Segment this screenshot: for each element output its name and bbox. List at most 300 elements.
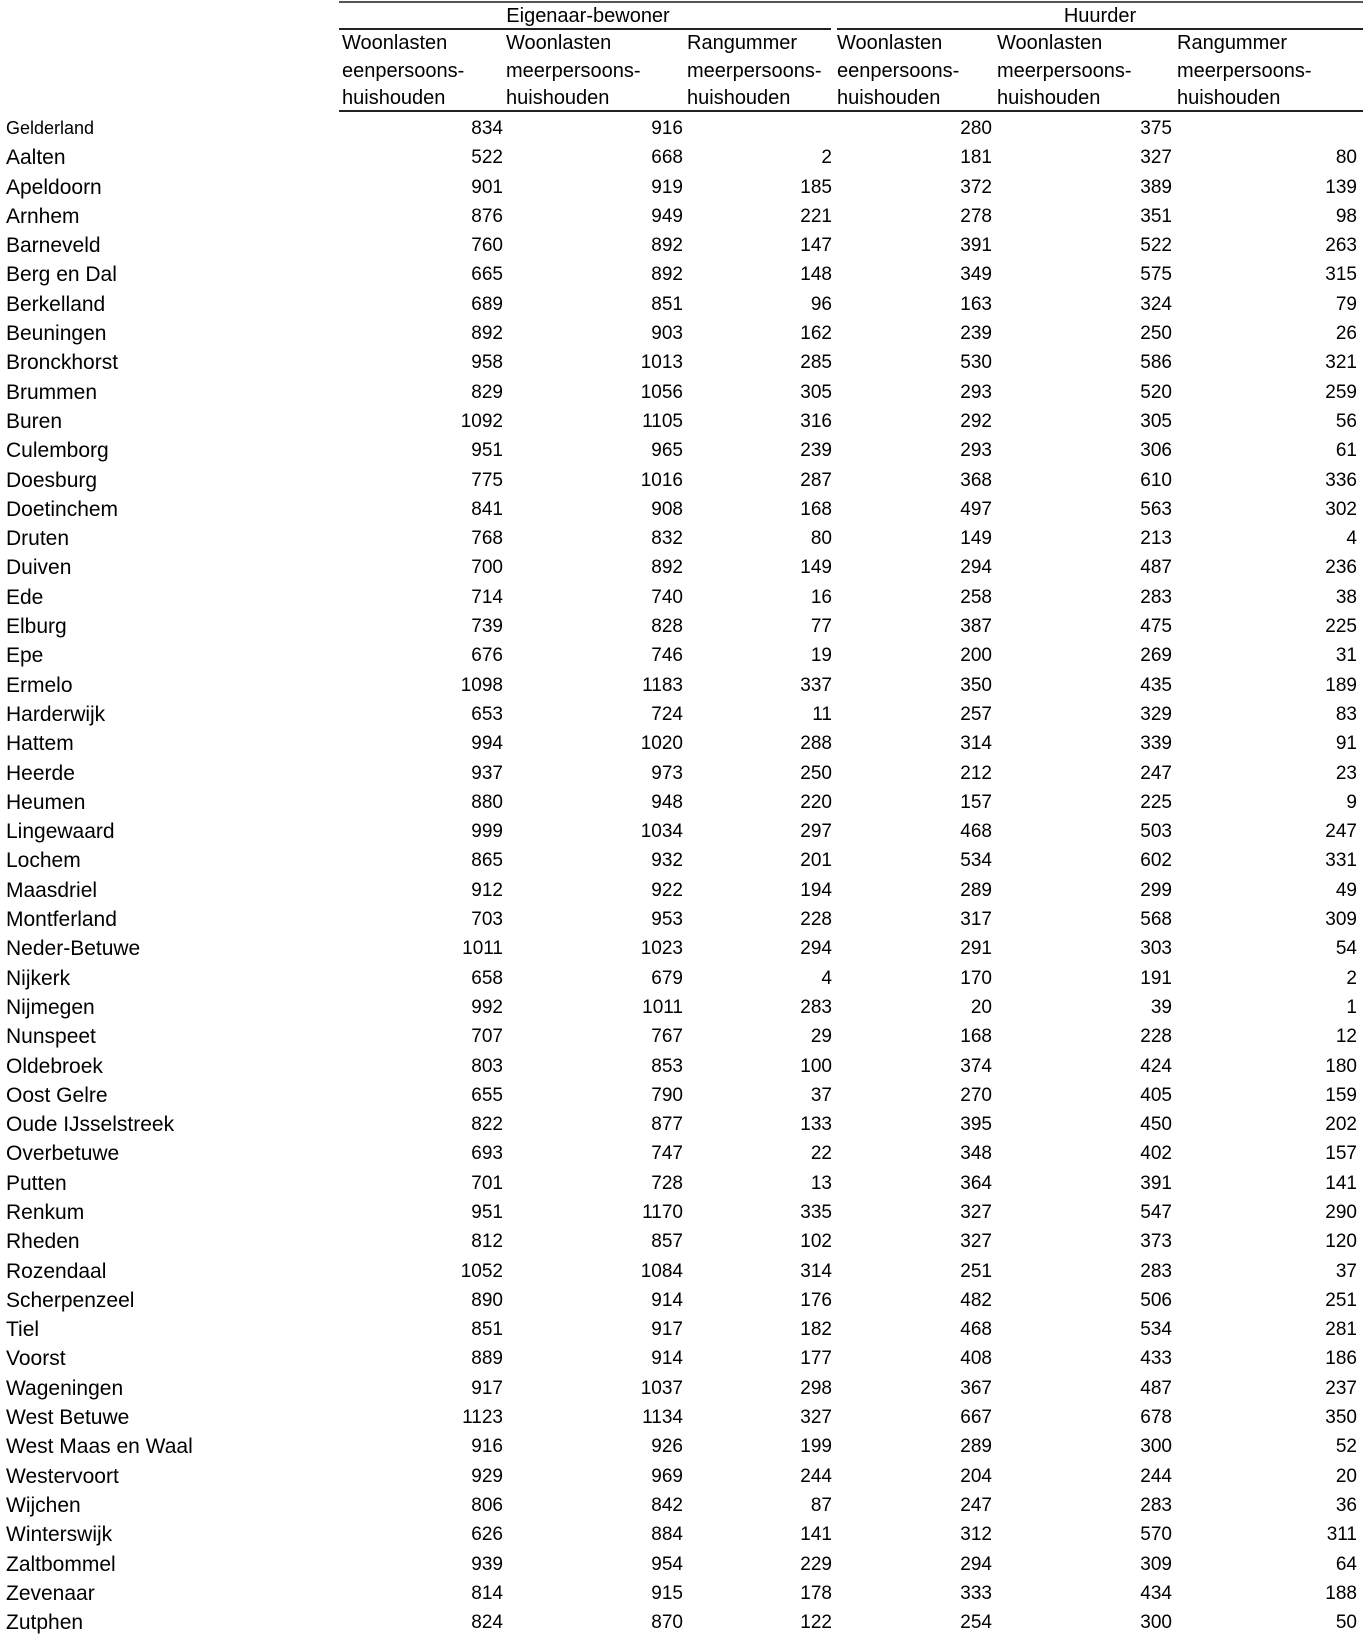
value-cell: 851 bbox=[471, 1319, 503, 1341]
municipality-name: Wageningen bbox=[6, 1376, 124, 1400]
value-cell: 586 bbox=[1140, 352, 1172, 374]
table-row bbox=[0, 553, 1363, 582]
table-row bbox=[0, 231, 1363, 260]
value-cell: 339 bbox=[1140, 733, 1172, 755]
value-cell: 790 bbox=[651, 1084, 683, 1106]
municipality-name: Doetinchem bbox=[6, 497, 119, 521]
value-cell: 969 bbox=[651, 1465, 683, 1487]
value-cell: 321 bbox=[1325, 352, 1357, 374]
table-row bbox=[0, 993, 1363, 1022]
value-cell: 221 bbox=[800, 205, 832, 227]
municipality-name: Tiel bbox=[6, 1318, 40, 1342]
value-cell: 408 bbox=[960, 1348, 992, 1370]
value-cell: 728 bbox=[651, 1172, 683, 1194]
value-cell: 327 bbox=[1140, 147, 1172, 169]
value-cell: 714 bbox=[471, 586, 503, 608]
table-row bbox=[0, 173, 1363, 202]
table-row bbox=[0, 1374, 1363, 1403]
value-cell: 892 bbox=[651, 235, 683, 257]
value-cell: 914 bbox=[651, 1348, 683, 1370]
municipality-name: Ede bbox=[6, 585, 44, 609]
value-cell: 391 bbox=[1140, 1172, 1172, 1194]
value-cell: 244 bbox=[1140, 1465, 1172, 1487]
value-cell: 228 bbox=[1140, 1026, 1172, 1048]
value-cell: 842 bbox=[651, 1494, 683, 1516]
value-cell: 305 bbox=[1140, 410, 1172, 432]
value-cell: 889 bbox=[471, 1348, 503, 1370]
table-row bbox=[0, 964, 1363, 993]
table-row bbox=[0, 378, 1363, 407]
value-cell: 285 bbox=[800, 352, 832, 374]
value-cell: 602 bbox=[1140, 850, 1172, 872]
value-cell: 929 bbox=[471, 1465, 503, 1487]
value-cell: 302 bbox=[1325, 498, 1357, 520]
value-cell: 653 bbox=[471, 703, 503, 725]
value-cell: 213 bbox=[1140, 528, 1172, 550]
value-cell: 157 bbox=[1325, 1143, 1357, 1165]
value-cell: 349 bbox=[960, 264, 992, 286]
value-cell: 259 bbox=[1325, 381, 1357, 403]
table-row bbox=[0, 407, 1363, 436]
municipality-name: Heerde bbox=[6, 761, 75, 785]
municipality-name: Renkum bbox=[6, 1200, 85, 1224]
municipality-name: Rozendaal bbox=[6, 1259, 107, 1283]
value-cell: 254 bbox=[960, 1612, 992, 1634]
value-cell: 228 bbox=[800, 909, 832, 931]
value-cell: 658 bbox=[471, 967, 503, 989]
value-cell: 202 bbox=[1325, 1114, 1357, 1136]
municipality-name: Beuningen bbox=[6, 322, 107, 346]
value-cell: 283 bbox=[800, 996, 832, 1018]
value-cell: 31 bbox=[1335, 645, 1357, 667]
value-cell: 299 bbox=[1140, 879, 1172, 901]
value-cell: 951 bbox=[471, 1201, 503, 1223]
value-cell: 2 bbox=[821, 147, 832, 169]
value-cell: 424 bbox=[1140, 1055, 1172, 1077]
municipality-name: Scherpenzeel bbox=[6, 1288, 135, 1312]
table-row bbox=[0, 1257, 1363, 1286]
value-cell: 350 bbox=[960, 674, 992, 696]
municipality-name: Oldebroek bbox=[6, 1054, 103, 1078]
table-row bbox=[0, 319, 1363, 348]
value-cell: 4 bbox=[1346, 528, 1357, 550]
value-cell: 294 bbox=[960, 1553, 992, 1575]
value-cell: 857 bbox=[651, 1231, 683, 1253]
value-cell: 280 bbox=[960, 118, 992, 139]
value-cell: 185 bbox=[800, 176, 832, 198]
value-cell: 20 bbox=[1335, 1465, 1357, 1487]
value-cell: 534 bbox=[1140, 1319, 1172, 1341]
value-cell: 892 bbox=[651, 264, 683, 286]
value-cell: 901 bbox=[471, 176, 503, 198]
table-row bbox=[0, 671, 1363, 700]
table-header bbox=[339, 0, 1363, 112]
table-row bbox=[0, 934, 1363, 963]
municipality-name: Zutphen bbox=[6, 1611, 84, 1635]
value-cell: 747 bbox=[651, 1143, 683, 1165]
value-cell: 693 bbox=[471, 1143, 503, 1165]
value-cell: 948 bbox=[651, 791, 683, 813]
value-cell: 149 bbox=[960, 528, 992, 550]
value-cell: 575 bbox=[1140, 264, 1172, 286]
value-cell: 212 bbox=[960, 762, 992, 784]
value-cell: 610 bbox=[1140, 469, 1172, 491]
value-cell: 926 bbox=[651, 1436, 683, 1458]
value-cell: 148 bbox=[800, 264, 832, 286]
value-cell: 201 bbox=[800, 850, 832, 872]
value-cell: 689 bbox=[471, 293, 503, 315]
value-cell: 435 bbox=[1140, 674, 1172, 696]
value-cell: 309 bbox=[1325, 909, 1357, 931]
value-cell: 251 bbox=[1325, 1289, 1357, 1311]
value-cell: 12 bbox=[1335, 1026, 1357, 1048]
value-cell: 914 bbox=[651, 1289, 683, 1311]
value-cell: 336 bbox=[1325, 469, 1357, 491]
municipality-name: Nijmegen bbox=[6, 995, 95, 1019]
municipality-name: Montferland bbox=[6, 908, 117, 932]
value-cell: 724 bbox=[651, 703, 683, 725]
value-cell: 1123 bbox=[462, 1407, 503, 1429]
value-cell: 239 bbox=[800, 440, 832, 462]
value-cell: 162 bbox=[800, 323, 832, 345]
value-cell: 700 bbox=[471, 557, 503, 579]
table-row bbox=[0, 260, 1363, 289]
table-row bbox=[0, 1520, 1363, 1549]
value-cell: 199 bbox=[800, 1436, 832, 1458]
table-row bbox=[0, 1286, 1363, 1315]
value-cell: 157 bbox=[960, 791, 992, 813]
value-cell: 4 bbox=[821, 967, 832, 989]
table-row bbox=[0, 788, 1363, 817]
value-cell: 83 bbox=[1335, 703, 1357, 725]
value-cell: 468 bbox=[960, 821, 992, 843]
value-cell: 1 bbox=[1346, 996, 1357, 1018]
value-cell: 387 bbox=[960, 616, 992, 638]
municipality-name: Overbetuwe bbox=[6, 1142, 120, 1166]
table-row bbox=[0, 1432, 1363, 1461]
value-cell: 570 bbox=[1140, 1524, 1172, 1546]
value-cell: 665 bbox=[471, 264, 503, 286]
value-cell: 98 bbox=[1335, 205, 1357, 227]
value-cell: 283 bbox=[1140, 1260, 1172, 1282]
table-row bbox=[0, 759, 1363, 788]
table-row bbox=[0, 1491, 1363, 1520]
municipality-name: Buren bbox=[6, 409, 63, 433]
table-row bbox=[0, 1315, 1363, 1344]
municipality-name: Culemborg bbox=[6, 439, 109, 463]
table-row bbox=[0, 905, 1363, 934]
value-cell: 181 bbox=[960, 147, 992, 169]
value-cell: 876 bbox=[471, 205, 503, 227]
value-cell: 180 bbox=[1325, 1055, 1357, 1077]
value-cell bbox=[1237, 114, 1357, 143]
value-cell: 263 bbox=[1325, 235, 1357, 257]
value-cell: 50 bbox=[1335, 1612, 1357, 1634]
value-cell: 676 bbox=[471, 645, 503, 667]
value-cell: 626 bbox=[471, 1524, 503, 1546]
table-row bbox=[0, 1198, 1363, 1227]
value-cell: 994 bbox=[471, 733, 503, 755]
municipality-name: Voorst bbox=[6, 1347, 66, 1371]
value-cell: 176 bbox=[800, 1289, 832, 1311]
column-header-eig-woonlasten-meerpersoons: Woonlasten meerpersoons- huishouden bbox=[506, 32, 641, 109]
value-cell: 229 bbox=[800, 1553, 832, 1575]
municipality-name: Berkelland bbox=[6, 292, 106, 316]
value-cell: 281 bbox=[1325, 1319, 1357, 1341]
value-cell: 317 bbox=[960, 909, 992, 931]
table-row bbox=[0, 817, 1363, 846]
table-row bbox=[0, 290, 1363, 319]
value-cell: 200 bbox=[960, 645, 992, 667]
value-cell: 300 bbox=[1140, 1436, 1172, 1458]
value-cell: 289 bbox=[960, 879, 992, 901]
municipality-name: Brummen bbox=[6, 380, 98, 404]
value-cell: 20 bbox=[970, 996, 992, 1018]
municipality-name: Aalten bbox=[6, 146, 66, 170]
value-cell: 247 bbox=[1140, 762, 1172, 784]
municipality-name: Elburg bbox=[6, 615, 67, 639]
value-cell: 775 bbox=[471, 469, 503, 491]
value-cell: 405 bbox=[1140, 1084, 1172, 1106]
value-cell: 973 bbox=[651, 762, 683, 784]
value-cell: 375 bbox=[1140, 118, 1172, 139]
value-cell: 522 bbox=[1140, 235, 1172, 257]
value-cell: 244 bbox=[800, 1465, 832, 1487]
value-cell: 287 bbox=[800, 469, 832, 491]
value-cell: 668 bbox=[651, 147, 683, 169]
value-cell: 433 bbox=[1140, 1348, 1172, 1370]
value-cell: 170 bbox=[960, 967, 992, 989]
table-row bbox=[0, 729, 1363, 758]
table-row bbox=[0, 495, 1363, 524]
value-cell: 884 bbox=[651, 1524, 683, 1546]
table-row bbox=[0, 612, 1363, 641]
value-cell: 36 bbox=[1335, 1494, 1357, 1516]
value-cell: 247 bbox=[1325, 821, 1357, 843]
value-cell: 367 bbox=[960, 1377, 992, 1399]
value-cell: 80 bbox=[1335, 147, 1357, 169]
value-cell: 1084 bbox=[640, 1260, 683, 1282]
value-cell: 16 bbox=[810, 586, 832, 608]
value-cell: 870 bbox=[651, 1612, 683, 1634]
value-cell: 293 bbox=[960, 440, 992, 462]
municipality-name: Bronckhorst bbox=[6, 351, 119, 375]
value-cell: 278 bbox=[960, 205, 992, 227]
value-cell: 841 bbox=[471, 498, 503, 520]
value-cell: 1170 bbox=[642, 1201, 683, 1223]
value-cell: 139 bbox=[1325, 176, 1357, 198]
value-cell: 865 bbox=[471, 850, 503, 872]
table-row bbox=[0, 1579, 1363, 1608]
municipality-name: Nunspeet bbox=[6, 1025, 96, 1049]
table-row bbox=[0, 1081, 1363, 1110]
value-cell: 188 bbox=[1325, 1582, 1357, 1604]
value-cell: 999 bbox=[471, 821, 503, 843]
value-cell: 141 bbox=[800, 1524, 832, 1546]
value-cell: 497 bbox=[960, 498, 992, 520]
value-cell: 331 bbox=[1325, 850, 1357, 872]
table-row bbox=[0, 1550, 1363, 1579]
value-cell: 257 bbox=[960, 703, 992, 725]
value-cell: 159 bbox=[1325, 1084, 1357, 1106]
value-cell: 120 bbox=[1325, 1231, 1357, 1253]
value-cell: 79 bbox=[1335, 293, 1357, 315]
value-cell: 892 bbox=[471, 323, 503, 345]
value-cell: 311 bbox=[1326, 1524, 1357, 1546]
value-cell: 824 bbox=[471, 1612, 503, 1634]
value-cell: 1092 bbox=[460, 410, 503, 432]
value-cell: 49 bbox=[1335, 879, 1357, 901]
value-cell: 290 bbox=[1325, 1201, 1357, 1223]
value-cell bbox=[712, 114, 832, 143]
value-cell: 760 bbox=[471, 235, 503, 257]
value-cell: 38 bbox=[1335, 586, 1357, 608]
value-cell: 87 bbox=[810, 1494, 832, 1516]
value-cell: 482 bbox=[960, 1289, 992, 1311]
value-cell: 912 bbox=[471, 879, 503, 901]
value-cell: 351 bbox=[1140, 205, 1172, 227]
value-cell: 1020 bbox=[640, 733, 683, 755]
municipality-name: Neder-Betuwe bbox=[6, 937, 141, 961]
value-cell: 503 bbox=[1140, 821, 1172, 843]
value-cell: 91 bbox=[1335, 733, 1357, 755]
value-cell: 37 bbox=[810, 1084, 832, 1106]
value-cell: 916 bbox=[471, 1436, 503, 1458]
value-cell: 251 bbox=[960, 1260, 992, 1282]
column-header-huur-rangnummer-meerpersoons: Rangummer meerpersoons- huishouden bbox=[1177, 32, 1312, 109]
municipality-name: Maasdriel bbox=[6, 878, 98, 902]
value-cell: 163 bbox=[960, 293, 992, 315]
value-cell: 522 bbox=[471, 147, 503, 169]
value-cell: 563 bbox=[1140, 498, 1172, 520]
municipality-name: Lingewaard bbox=[6, 820, 115, 844]
value-cell: 309 bbox=[1140, 1553, 1172, 1575]
value-cell: 701 bbox=[471, 1172, 503, 1194]
value-cell: 903 bbox=[651, 323, 683, 345]
value-cell: 191 bbox=[1140, 967, 1172, 989]
value-cell: 814 bbox=[471, 1582, 503, 1604]
value-cell: 149 bbox=[800, 557, 832, 579]
value-cell: 350 bbox=[1325, 1407, 1357, 1429]
table-row-province-total bbox=[0, 114, 1363, 143]
value-cell: 364 bbox=[960, 1172, 992, 1194]
table-row bbox=[0, 524, 1363, 553]
municipality-name: Duiven bbox=[6, 556, 72, 580]
value-cell: 178 bbox=[800, 1582, 832, 1604]
value-cell: 297 bbox=[800, 821, 832, 843]
value-cell: 312 bbox=[960, 1524, 992, 1546]
value-cell: 922 bbox=[651, 879, 683, 901]
value-cell: 1052 bbox=[460, 1260, 503, 1282]
value-cell: 102 bbox=[800, 1231, 832, 1253]
value-cell: 707 bbox=[471, 1026, 503, 1048]
value-cell: 22 bbox=[810, 1143, 832, 1165]
municipality-name: Lochem bbox=[6, 849, 81, 873]
value-cell: 26 bbox=[1335, 323, 1357, 345]
value-cell: 283 bbox=[1140, 586, 1172, 608]
value-cell: 917 bbox=[471, 1377, 503, 1399]
value-cell: 239 bbox=[960, 323, 992, 345]
municipality-name: Doesburg bbox=[6, 468, 98, 492]
municipality-name: Rheden bbox=[6, 1230, 80, 1254]
value-cell: 335 bbox=[800, 1201, 832, 1223]
value-cell: 77 bbox=[810, 616, 832, 638]
value-cell: 487 bbox=[1140, 1377, 1172, 1399]
value-cell: 39 bbox=[1150, 996, 1172, 1018]
value-cell: 298 bbox=[800, 1377, 832, 1399]
value-cell: 186 bbox=[1325, 1348, 1357, 1370]
table-row bbox=[0, 583, 1363, 612]
value-cell: 37 bbox=[1335, 1260, 1357, 1282]
value-cell: 314 bbox=[800, 1260, 832, 1282]
value-cell: 64 bbox=[1335, 1553, 1357, 1575]
value-cell: 100 bbox=[800, 1055, 832, 1077]
value-cell: 806 bbox=[471, 1494, 503, 1516]
table-row bbox=[0, 202, 1363, 231]
municipality-name: Apeldoorn bbox=[6, 175, 102, 199]
column-header-eig-rangnummer-meerpersoons: Rangummer meerpersoons- huishouden bbox=[687, 32, 822, 109]
value-cell: 269 bbox=[1140, 645, 1172, 667]
group-header-eigenaar-bewoner: Eigenaar-bewoner bbox=[506, 5, 670, 27]
value-cell: 1023 bbox=[640, 938, 683, 960]
value-cell: 29 bbox=[810, 1026, 832, 1048]
value-cell: 678 bbox=[1140, 1407, 1172, 1429]
value-cell: 56 bbox=[1335, 410, 1357, 432]
table-row bbox=[0, 1052, 1363, 1081]
value-cell: 289 bbox=[960, 1436, 992, 1458]
value-cell: 225 bbox=[1140, 791, 1172, 813]
table-row bbox=[0, 1403, 1363, 1432]
value-cell: 937 bbox=[471, 762, 503, 784]
value-cell: 19 bbox=[810, 645, 832, 667]
value-cell: 182 bbox=[800, 1319, 832, 1341]
municipality-name: Zaltbommel bbox=[6, 1552, 116, 1576]
value-cell: 534 bbox=[960, 850, 992, 872]
value-cell: 9 bbox=[1346, 791, 1357, 813]
value-cell: 915 bbox=[651, 1582, 683, 1604]
value-cell: 951 bbox=[471, 440, 503, 462]
value-cell: 305 bbox=[800, 381, 832, 403]
value-cell: 294 bbox=[800, 938, 832, 960]
municipality-name: Westervoort bbox=[6, 1464, 119, 1488]
value-cell: 225 bbox=[1325, 616, 1357, 638]
value-cell: 746 bbox=[651, 645, 683, 667]
value-cell: 487 bbox=[1140, 557, 1172, 579]
value-cell: 853 bbox=[651, 1055, 683, 1077]
value-cell: 329 bbox=[1140, 703, 1172, 725]
value-cell: 939 bbox=[471, 1553, 503, 1575]
value-cell: 327 bbox=[960, 1231, 992, 1253]
table-row bbox=[0, 876, 1363, 905]
value-cell: 324 bbox=[1140, 293, 1172, 315]
value-cell: 141 bbox=[1325, 1172, 1357, 1194]
value-cell: 2 bbox=[1346, 967, 1357, 989]
value-cell: 992 bbox=[471, 996, 503, 1018]
value-cell: 822 bbox=[471, 1114, 503, 1136]
column-header-huur-woonlasten-meerpersoons: Woonlasten meerpersoons- huishouden bbox=[997, 32, 1132, 109]
table-row bbox=[0, 641, 1363, 670]
value-cell: 368 bbox=[960, 469, 992, 491]
value-cell: 1105 bbox=[642, 410, 683, 432]
value-cell: 1098 bbox=[460, 674, 503, 696]
column-header-huur-woonlasten-eenpersoons: Woonlasten eenpersoons- huishouden bbox=[837, 32, 960, 109]
value-cell: 1013 bbox=[640, 352, 683, 374]
value-cell: 803 bbox=[471, 1055, 503, 1077]
table-body bbox=[0, 114, 1363, 1637]
value-cell: 877 bbox=[651, 1114, 683, 1136]
value-cell: 147 bbox=[800, 235, 832, 257]
value-cell: 892 bbox=[651, 557, 683, 579]
